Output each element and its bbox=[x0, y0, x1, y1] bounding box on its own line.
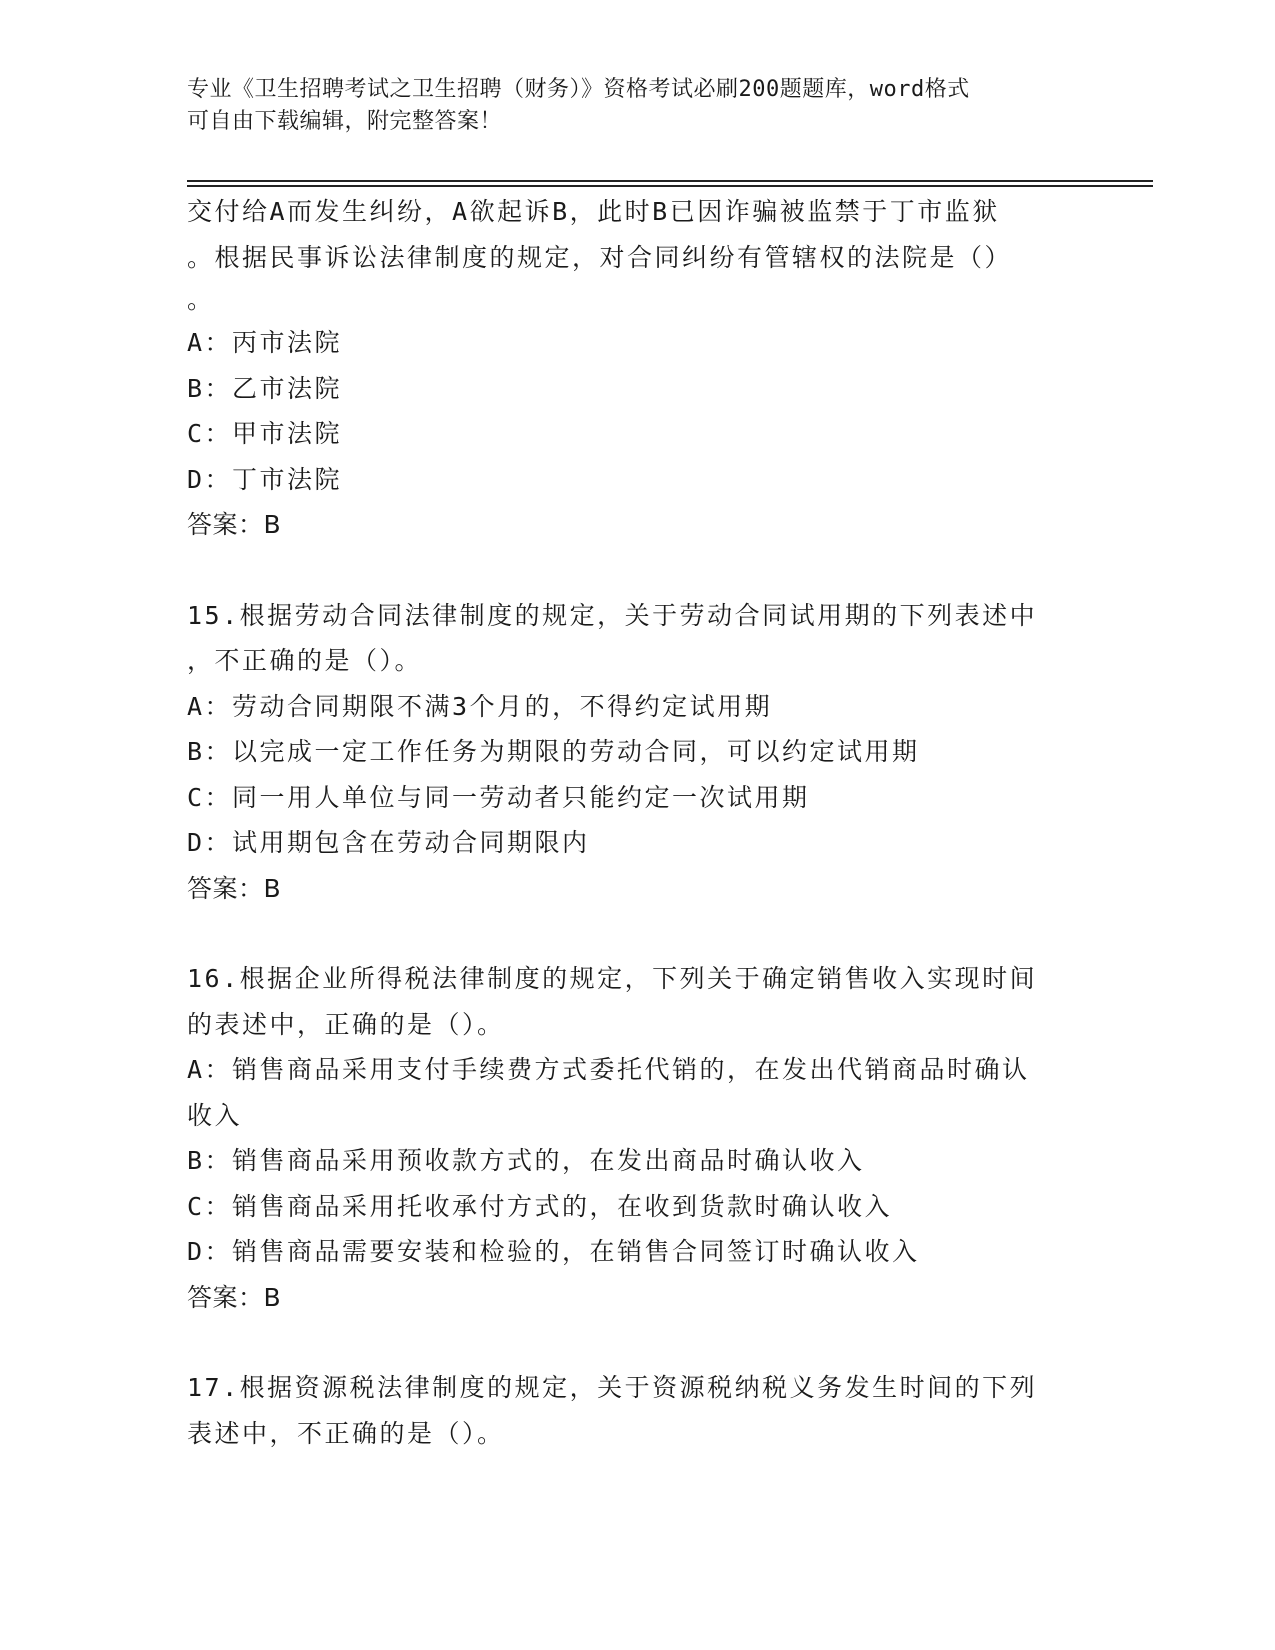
question-stem-line: 15.根据劳动合同法律制度的规定，关于劳动合同试用期的下列表述中 bbox=[187, 600, 1038, 630]
question-stem-line: 表述中，不正确的是（）。 bbox=[187, 1418, 505, 1448]
option-d: D：试用期包含在劳动合同期限内 bbox=[187, 828, 590, 857]
question-17 bbox=[187, 1365, 1087, 1456]
option-a: A：销售商品采用支付手续费方式委托代销的，在发出代销商品时确认 bbox=[187, 1055, 1030, 1084]
header-divider-top bbox=[187, 180, 1153, 182]
answer-label: 答案：B bbox=[187, 510, 282, 539]
header-line-1: 专业《卫生招聘考试之卫生招聘（财务）》资格考试必刷200题题库，word格式 bbox=[187, 77, 970, 102]
option-b: B：销售商品采用预收款方式的，在发出商品时确认收入 bbox=[187, 1146, 865, 1175]
option-d: D：销售商品需要安装和检验的，在销售合同签订时确认收入 bbox=[187, 1237, 920, 1266]
question-stem-line: 16.根据企业所得税法律制度的规定，下列关于确定销售收入实现时间 bbox=[187, 964, 1038, 993]
document-header bbox=[187, 74, 1067, 138]
option-d: D：丁市法院 bbox=[187, 464, 343, 494]
question-14-continued bbox=[187, 189, 1087, 548]
question-16 bbox=[187, 956, 1087, 1320]
question-stem-line: 的表述中，正确的是（）。 bbox=[187, 1009, 505, 1039]
option-c: C：甲市法院 bbox=[187, 419, 343, 448]
question-15 bbox=[187, 593, 1087, 912]
question-stem-line: 。 bbox=[187, 285, 215, 314]
question-stem-line: 17.根据资源税法律制度的规定，关于资源税纳税义务发生时间的下列 bbox=[187, 1373, 1038, 1402]
header-line-2: 可自由下载编辑，附完整答案！ bbox=[187, 109, 503, 134]
option-a: A：丙市法院 bbox=[187, 328, 343, 357]
option-b: B：乙市法院 bbox=[187, 373, 343, 403]
document-body bbox=[187, 189, 1087, 1456]
question-stem-line: 。根据民事诉讼法律制度的规定，对合同纠纷有管辖权的法院是（） bbox=[187, 242, 1013, 272]
option-c: C：销售商品采用托收承付方式的，在收到货款时确认收入 bbox=[187, 1191, 893, 1221]
answer-label: 答案：B bbox=[187, 873, 282, 903]
option-c: C：同一用人单位与同一劳动者只能约定一次试用期 bbox=[187, 782, 810, 812]
answer-label: 答案：B bbox=[187, 1282, 282, 1312]
option-a-continued: 收入 bbox=[187, 1100, 243, 1130]
option-b: B：以完成一定工作任务为期限的劳动合同，可以约定试用期 bbox=[187, 737, 920, 766]
question-stem-line: 交付给A而发生纠纷，A欲起诉B，此时B已因诈骗被监禁于丁市监狱 bbox=[187, 197, 1000, 226]
option-a: A：劳动合同期限不满3个月的，不得约定试用期 bbox=[187, 691, 773, 721]
question-stem-line: ，不正确的是（）。 bbox=[187, 646, 423, 675]
header-divider-bottom bbox=[187, 185, 1153, 187]
